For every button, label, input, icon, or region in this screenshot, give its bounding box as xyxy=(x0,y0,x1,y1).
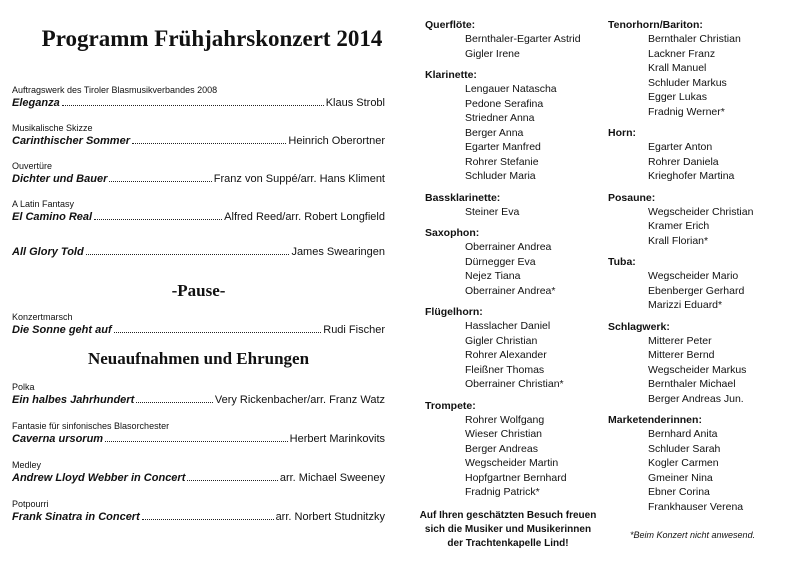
musician-name: Hopfgartner Bernhard xyxy=(465,471,567,484)
musician-name: Wegscheider Christian xyxy=(648,205,754,218)
piece-composer: Rudi Fischer xyxy=(323,324,385,336)
program-part3 xyxy=(12,382,385,524)
program-entry xyxy=(12,123,385,161)
leader-dots xyxy=(105,441,288,442)
instrument-group xyxy=(608,320,753,407)
program-line xyxy=(12,134,385,148)
program-line xyxy=(12,96,385,110)
musician-name: Krall Florian* xyxy=(648,234,709,247)
piece-composer: Herbert Marinkovits xyxy=(289,433,385,445)
piece-title: Andrew Lloyd Webber in Concert xyxy=(12,472,186,484)
piece-category: Ouvertüre xyxy=(12,161,53,171)
program-part2 xyxy=(12,312,385,337)
instrument-group xyxy=(425,305,581,392)
musician-name: Lengauer Natascha xyxy=(465,83,557,95)
program-entry xyxy=(12,245,385,259)
musician-name: Striedner Anna xyxy=(465,112,535,124)
leader-dots xyxy=(62,105,324,106)
musician-name: Gigler Irene xyxy=(465,47,520,60)
closing-line: Auf Ihren geschätzten Besuch freuen xyxy=(419,510,597,521)
musician-name: Steiner Eva xyxy=(465,205,520,218)
instrument-group xyxy=(608,18,753,119)
musician-name: Krall Manuel xyxy=(648,62,707,74)
piece-title: Die Sonne geht auf xyxy=(12,324,112,336)
instrument-title: Trompete: xyxy=(425,399,476,412)
piece-composer: arr. Michael Sweeney xyxy=(279,472,385,484)
musician-name: Schluder Sarah xyxy=(648,442,721,455)
instrument-title: Schlagwerk: xyxy=(608,320,670,333)
musician-name: Berger Anna xyxy=(465,126,524,139)
musician-name: Oberrainer Andrea* xyxy=(465,284,556,297)
piece-composer: Franz von Suppé/arr. Hans Kliment xyxy=(213,173,385,185)
program-part1 xyxy=(12,85,385,259)
leader-dots xyxy=(132,143,286,144)
musician-name: Lackner Franz xyxy=(648,47,716,60)
pause-heading: -Pause- xyxy=(171,281,226,300)
musician-name: Wegscheider Mario xyxy=(648,270,739,282)
piece-category: A Latin Fantasy xyxy=(12,199,75,209)
instrument-group xyxy=(608,191,753,249)
musician-name: Fradnig Werner* xyxy=(648,105,725,118)
instrument-group xyxy=(608,413,753,514)
piece-category: Fantasie für sinfonisches Blasorchester xyxy=(12,421,170,431)
piece-category: Auftragswerk des Tiroler Blasmusikverbandes 2008 xyxy=(12,85,218,95)
musician-name: Rohrer Stefanie xyxy=(465,155,539,168)
musician-name: Rohrer Alexander xyxy=(465,349,547,361)
instrument-title: Posaune: xyxy=(608,191,656,204)
leader-dots xyxy=(114,332,322,333)
musician-name: Oberrainer Andrea xyxy=(465,241,552,253)
program-line xyxy=(12,210,385,224)
musician-name: Bernthaler Michael xyxy=(648,378,736,390)
musician-name: Egarter Manfred xyxy=(465,141,541,153)
musician-name: Schluder Markus xyxy=(648,76,727,89)
program-entry xyxy=(12,161,385,199)
instrument-title: Tuba: xyxy=(608,256,636,268)
musician-name: Bernthaler Christian xyxy=(648,33,741,45)
piece-category: Musikalische Skizze xyxy=(12,123,93,133)
instrument-group xyxy=(608,255,753,313)
instrument-title: Klarinette: xyxy=(425,69,477,81)
program-entry xyxy=(12,460,385,499)
musician-name: Egarter Anton xyxy=(648,141,713,153)
instrument-group xyxy=(608,126,753,184)
piece-composer: Heinrich Oberortner xyxy=(288,135,385,147)
musician-name: Bernthaler-Egarter Astrid xyxy=(465,33,581,45)
musician-name: Kogler Carmen xyxy=(648,457,719,469)
musician-name: Marizzi Eduard* xyxy=(648,299,723,311)
program-entry xyxy=(12,499,385,524)
instrument-title: Saxophon: xyxy=(425,227,480,239)
instrument-title: Bassklarinette: xyxy=(425,191,501,204)
musician-name: Bernhard Anita xyxy=(648,428,718,440)
musician-name: Rohrer Wolfgang xyxy=(465,413,545,426)
musician-name: Kramer Erich xyxy=(648,220,710,232)
instrument-group xyxy=(425,191,581,220)
instrument-title: Marketenderinnen: xyxy=(608,414,702,426)
piece-title: Eleganza xyxy=(12,97,60,109)
musician-name: Berger Andreas Jun. xyxy=(648,392,744,405)
program-line xyxy=(12,245,385,259)
musician-name: Dürnegger Eva xyxy=(465,255,536,268)
musician-name: Wieser Christian xyxy=(465,428,543,440)
instrument-group xyxy=(425,399,581,500)
piece-title: El Camino Real xyxy=(12,211,93,223)
musician-name: Ebner Corina xyxy=(648,486,710,498)
piece-title: All Glory Told xyxy=(12,246,84,258)
instrument-group xyxy=(425,226,581,298)
piece-composer: Alfred Reed/arr. Robert Longfield xyxy=(224,211,385,223)
musician-name: Gmeiner Nina xyxy=(648,471,713,484)
leader-dots xyxy=(142,519,274,520)
closing-message xyxy=(413,509,603,551)
page-title: Programm Frühjahrskonzert 2014 xyxy=(41,26,383,51)
musician-name: Rohrer Daniela xyxy=(648,155,719,168)
leader-dots xyxy=(187,480,277,481)
piece-title: Dichter und Bauer xyxy=(12,173,108,185)
piece-title: Carinthischer Sommer xyxy=(12,135,130,147)
leader-dots xyxy=(136,402,213,403)
musician-name: Oberrainer Christian* xyxy=(465,378,564,390)
program-entry xyxy=(12,421,385,460)
musician-name: Fleißner Thomas xyxy=(465,363,545,376)
leader-dots xyxy=(94,219,222,220)
closing-line: sich die Musiker und Musikerinnen xyxy=(424,524,592,535)
musician-name: Nejez Tiana xyxy=(465,270,521,282)
footnote: *Beim Konzert nicht anwesend. xyxy=(630,530,756,540)
musician-name: Fradnig Patrick* xyxy=(465,486,540,498)
musicians-column-right xyxy=(608,18,753,521)
instrument-group xyxy=(425,68,581,184)
instrument-title: Horn: xyxy=(608,127,636,139)
piece-title: Ein halbes Jahrhundert xyxy=(12,394,135,406)
musician-name: Hasslacher Daniel xyxy=(465,320,551,332)
piece-composer: Very Rickenbacher/arr. Franz Watz xyxy=(214,394,385,406)
program-entry xyxy=(12,199,385,245)
program-line xyxy=(12,172,385,186)
musician-name: Berger Andreas xyxy=(465,442,538,455)
piece-category: Potpourri xyxy=(12,499,49,509)
musician-name: Ebenberger Gerhard xyxy=(648,284,745,297)
piece-category: Konzertmarsch xyxy=(12,312,73,322)
piece-composer: arr. Norbert Studnitzky xyxy=(275,511,385,523)
musician-name: Wegscheider Martin xyxy=(465,457,559,469)
program-entry xyxy=(12,382,385,421)
musician-name: Mitterer Peter xyxy=(648,334,712,347)
musician-name: Egger Lukas xyxy=(648,91,707,103)
musician-name: Frankhauser Verena xyxy=(648,500,744,513)
piece-category: Medley xyxy=(12,460,42,470)
instrument-title: Tenorhorn/Bariton: xyxy=(608,19,703,31)
piece-title: Frank Sinatra in Concert xyxy=(12,511,140,523)
program-line xyxy=(12,393,385,407)
musician-name: Krieghofer Martina xyxy=(648,170,735,182)
program-line xyxy=(12,471,385,485)
piece-category: Polka xyxy=(12,382,35,392)
piece-title: Caverna ursorum xyxy=(12,433,104,445)
leader-dots xyxy=(109,181,211,182)
program-line xyxy=(12,432,385,446)
instrument-group xyxy=(425,18,581,61)
musician-name: Wegscheider Markus xyxy=(648,363,747,376)
piece-composer: Klaus Strobl xyxy=(325,97,385,109)
instrument-title: Flügelhorn: xyxy=(425,306,483,318)
closing-line: der Trachtenkapelle Lind! xyxy=(447,538,569,549)
musicians-column-left xyxy=(425,18,581,507)
leader-dots xyxy=(86,254,290,255)
program-line xyxy=(12,510,385,524)
program-entry xyxy=(12,85,385,123)
instrument-title: Querflöte: xyxy=(425,19,476,31)
musician-name: Schluder Maria xyxy=(465,170,536,182)
piece-composer: James Swearingen xyxy=(291,246,385,258)
musician-name: Pedone Serafina xyxy=(465,97,544,110)
section-heading: Neuaufnahmen und Ehrungen xyxy=(87,349,310,368)
program-line xyxy=(12,323,385,337)
musician-name: Gigler Christian xyxy=(465,334,538,347)
musician-name: Mitterer Bernd xyxy=(648,349,715,361)
